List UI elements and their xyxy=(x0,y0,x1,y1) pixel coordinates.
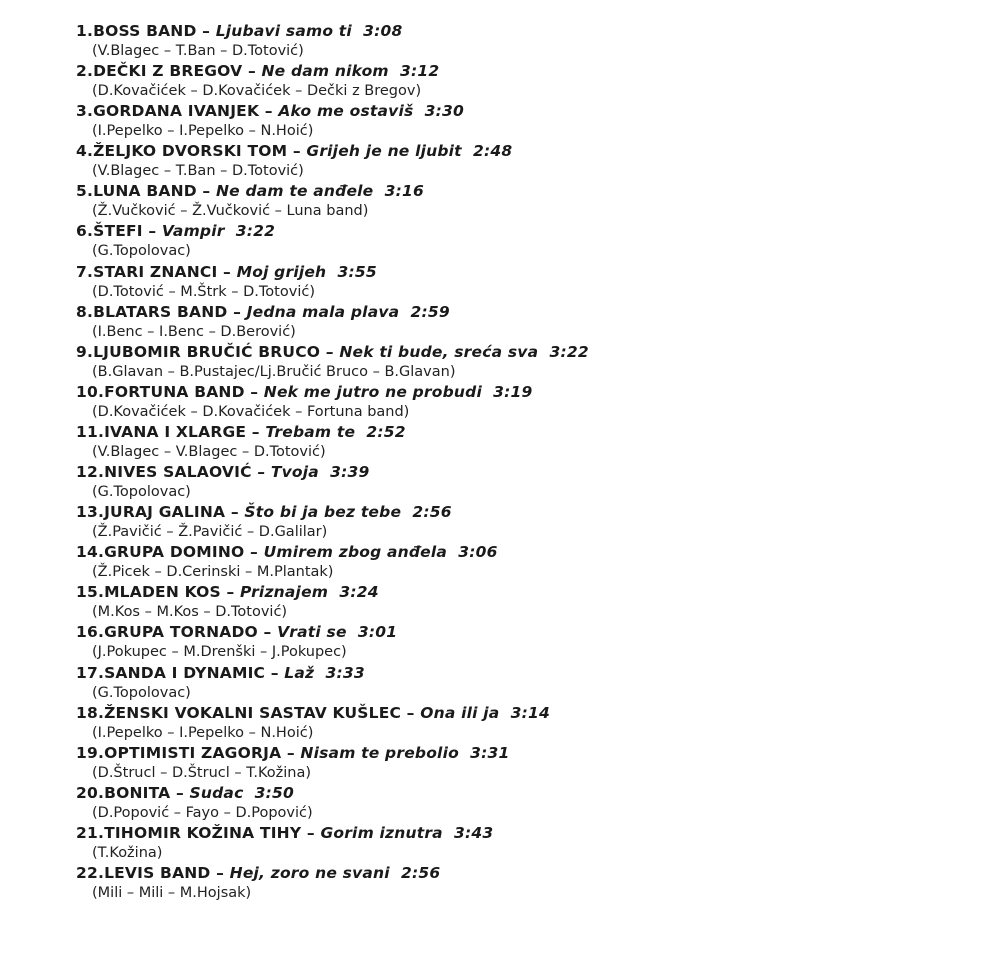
track-number: 18. xyxy=(76,703,105,722)
track-number: 1. xyxy=(76,22,94,40)
track-number: 14. xyxy=(76,543,105,562)
track-credits: (T.Kožina) xyxy=(92,844,163,861)
track-item xyxy=(76,742,976,782)
separator-dash: – xyxy=(244,382,264,401)
track-title: Ona ili ja xyxy=(420,703,500,722)
track-heading xyxy=(76,381,976,403)
track-item xyxy=(76,140,976,180)
track-number: 15. xyxy=(76,583,105,602)
track-item xyxy=(76,662,976,702)
separator-dash: – xyxy=(217,262,237,281)
track-title: Laž xyxy=(284,663,315,682)
track-artist: DEČKI Z BREGOV xyxy=(93,62,243,81)
track-title: Priznajem xyxy=(240,583,329,602)
separator-dash: – xyxy=(257,623,278,642)
track-duration: 3:12 xyxy=(400,62,440,81)
track-number: 8. xyxy=(76,302,94,321)
track-artist: STARI ZNANCI xyxy=(93,262,218,281)
track-duration: 3:01 xyxy=(357,623,398,642)
track-item xyxy=(76,782,976,822)
track-title: Trebam te xyxy=(265,422,356,441)
track-heading xyxy=(76,541,976,563)
track-credits: (V.Blagec – T.Ban – D.Totović) xyxy=(92,163,304,180)
separator-dash: – xyxy=(246,422,266,441)
track-number: 16. xyxy=(76,623,105,642)
track-artist: ŽELJKO DVORSKI TOM xyxy=(93,142,288,161)
spacer xyxy=(443,824,454,842)
track-item xyxy=(76,20,976,60)
track-number: 20. xyxy=(76,783,105,802)
track-heading xyxy=(76,60,976,82)
track-artist: TIHOMIR KOŽINA TIHY xyxy=(104,823,302,842)
track-title: Ljubavi samo ti xyxy=(215,22,352,40)
track-item xyxy=(76,100,976,140)
track-title: Jedna mala plava xyxy=(246,302,400,321)
track-duration: 2:52 xyxy=(366,422,406,441)
track-item xyxy=(76,220,976,260)
track-credits: (Ž.Picek – D.Cerinski – M.Plantak) xyxy=(92,564,334,581)
track-number: 6. xyxy=(76,222,94,241)
track-artist: OPTIMISTI ZAGORJA xyxy=(104,743,282,762)
track-artist: GORDANA IVANJEK xyxy=(93,102,260,121)
track-heading xyxy=(76,461,976,483)
track-heading xyxy=(76,220,976,242)
track-item xyxy=(76,461,976,501)
track-item xyxy=(76,702,976,742)
track-credits: (I.Benc – I.Benc – D.Berović) xyxy=(92,323,296,340)
track-heading xyxy=(76,20,976,42)
track-title: Tvoja xyxy=(270,463,319,482)
track-artist: LJUBOMIR BRUČIĆ BRUCO xyxy=(93,342,321,361)
track-artist: ŠTEFI xyxy=(93,222,143,241)
track-artist: GRUPA TORNADO xyxy=(104,623,258,642)
separator-dash: – xyxy=(301,823,321,842)
track-duration: 3:31 xyxy=(470,743,510,762)
track-item xyxy=(76,862,976,902)
track-credits: (G.Topolovac) xyxy=(92,243,191,260)
track-duration: 3:30 xyxy=(424,102,464,121)
track-credits: (G.Topolovac) xyxy=(92,484,191,501)
track-number: 7. xyxy=(76,262,94,281)
track-title: Vampir xyxy=(161,222,225,241)
track-duration: 3:43 xyxy=(454,823,494,842)
track-artist: BOSS BAND xyxy=(93,22,197,40)
track-number: 9. xyxy=(76,342,94,361)
track-item xyxy=(76,180,976,220)
track-artist: NIVES SALAOVIĆ xyxy=(104,463,252,482)
spacer xyxy=(538,343,549,361)
track-number: 10. xyxy=(76,382,105,401)
track-credits: (D.Kovačićek – D.Kovačićek – Fortuna band) xyxy=(92,403,410,420)
spacer xyxy=(459,744,470,762)
track-duration: 3:50 xyxy=(254,783,295,802)
track-heading xyxy=(76,301,976,323)
spacer xyxy=(399,303,410,321)
separator-dash: – xyxy=(242,62,262,81)
track-item xyxy=(76,501,976,541)
track-item xyxy=(76,822,976,862)
track-duration: 3:19 xyxy=(493,382,533,401)
track-heading xyxy=(76,581,976,603)
track-duration: 2:59 xyxy=(410,302,450,321)
track-duration: 3:14 xyxy=(510,703,550,722)
separator-dash: – xyxy=(196,182,216,201)
spacer xyxy=(352,22,363,40)
track-title: Što bi ja bez tebe xyxy=(244,503,402,522)
separator-dash: – xyxy=(196,22,216,40)
track-heading xyxy=(76,100,976,122)
separator-dash: – xyxy=(265,663,285,682)
track-number: 4. xyxy=(76,142,94,161)
track-title: Nisam te prebolio xyxy=(300,743,459,762)
track-title: Ne dam te anđele xyxy=(215,182,374,201)
track-credits: (D.Štrucl – D.Štrucl – T.Kožina) xyxy=(92,764,312,781)
track-heading xyxy=(76,742,976,764)
track-title: Ako me ostaviš xyxy=(278,102,414,121)
track-number: 13. xyxy=(76,503,105,522)
track-item xyxy=(76,341,976,381)
track-heading xyxy=(76,261,976,283)
track-number: 11. xyxy=(76,422,105,441)
track-item xyxy=(76,541,976,581)
separator-dash: – xyxy=(142,222,162,241)
separator-dash: – xyxy=(281,743,301,762)
track-credits: (I.Pepelko – I.Pepelko – N.Hoić) xyxy=(92,123,314,140)
track-credits: (J.Pokupec – M.Drenški – J.Pokupec) xyxy=(92,644,347,661)
spacer xyxy=(499,704,510,722)
track-heading xyxy=(76,822,976,844)
spacer xyxy=(328,583,339,601)
track-duration: 3:22 xyxy=(235,222,276,241)
track-credits: (G.Topolovac) xyxy=(92,684,191,701)
track-item xyxy=(76,60,976,100)
track-artist: BONITA xyxy=(104,783,171,802)
track-credits: (I.Pepelko – I.Pepelko – N.Hoić) xyxy=(92,724,314,741)
spacer xyxy=(347,623,358,641)
track-item xyxy=(76,421,976,461)
track-item xyxy=(76,621,976,661)
track-number: 5. xyxy=(76,182,94,201)
track-artist: IVANA I XLARGE xyxy=(104,422,247,441)
separator-dash: – xyxy=(287,142,307,161)
spacer xyxy=(401,503,412,521)
track-artist: ŽENSKI VOKALNI SASTAV KUŠLEC xyxy=(104,703,402,722)
track-duration: 3:24 xyxy=(339,583,379,602)
track-title: Ne dam nikom xyxy=(261,62,389,81)
spacer xyxy=(390,864,401,882)
separator-dash: – xyxy=(220,583,240,602)
track-item xyxy=(76,381,976,421)
track-heading xyxy=(76,782,976,804)
track-duration: 3:08 xyxy=(363,22,403,40)
track-credits: (M.Kos – M.Kos – D.Totović) xyxy=(92,604,288,621)
track-heading xyxy=(76,862,976,884)
spacer xyxy=(319,463,330,481)
track-number: 19. xyxy=(76,743,105,762)
separator-dash: – xyxy=(225,503,245,522)
separator-dash: – xyxy=(401,703,421,722)
track-title: Grijeh je ne ljubit xyxy=(306,142,462,161)
track-number: 17. xyxy=(76,663,105,682)
track-artist: JURAJ GALINA xyxy=(104,503,226,522)
separator-dash: – xyxy=(244,543,264,562)
spacer xyxy=(326,263,337,281)
track-credits: (D.Popović – Fayo – D.Popović) xyxy=(92,804,313,821)
track-heading xyxy=(76,662,976,684)
track-duration: 3:33 xyxy=(325,663,365,682)
track-title: Nek ti bude, sreća sva xyxy=(339,342,539,361)
spacer xyxy=(413,102,424,120)
track-number: 3. xyxy=(76,102,94,121)
spacer xyxy=(225,222,236,240)
track-title: Sudac xyxy=(189,783,244,802)
spacer xyxy=(355,423,366,441)
track-duration: 3:16 xyxy=(384,182,424,201)
track-artist: LUNA BAND xyxy=(93,182,197,201)
separator-dash: – xyxy=(210,863,230,882)
track-duration: 2:48 xyxy=(473,142,513,161)
track-title: Nek me jutro ne probudi xyxy=(263,382,482,401)
track-credits: (V.Blagec – T.Ban – D.Totović) xyxy=(92,43,304,59)
track-artist: FORTUNA BAND xyxy=(104,382,245,401)
separator-dash: – xyxy=(320,342,340,361)
track-number: 2. xyxy=(76,62,94,81)
spacer xyxy=(243,784,254,802)
spacer xyxy=(482,383,493,401)
track-credits: (D.Totović – M.Štrk – D.Totović) xyxy=(92,283,315,300)
track-title: Vrati se xyxy=(277,623,347,642)
spacer xyxy=(389,62,400,80)
track-artist: SANDA I DYNAMIC xyxy=(104,663,266,682)
track-credits: (Ž.Pavičić – Ž.Pavičić – D.Galilar) xyxy=(92,524,328,541)
track-heading xyxy=(76,180,976,202)
track-duration: 2:56 xyxy=(412,503,452,522)
track-title: Moj grijeh xyxy=(236,262,327,281)
track-artist: BLATARS BAND xyxy=(93,302,228,321)
track-heading xyxy=(76,140,976,162)
track-title: Hej, zoro ne svani xyxy=(229,863,390,882)
track-credits: (Mili – Mili – M.Hojsak) xyxy=(92,884,252,901)
track-artist: LEVIS BAND xyxy=(104,863,211,882)
track-number: 12. xyxy=(76,463,105,482)
tracklist xyxy=(76,20,976,902)
spacer xyxy=(373,182,384,200)
track-item xyxy=(76,581,976,621)
track-heading xyxy=(76,501,976,523)
track-duration: 3:55 xyxy=(337,262,377,281)
track-duration: 3:06 xyxy=(458,543,498,562)
spacer xyxy=(462,142,473,160)
track-heading xyxy=(76,421,976,443)
separator-dash: – xyxy=(170,783,190,802)
separator-dash: – xyxy=(227,302,247,321)
track-heading xyxy=(76,341,976,363)
track-heading xyxy=(76,702,976,724)
track-credits: (V.Blagec – V.Blagec – D.Totović) xyxy=(92,443,326,460)
track-duration: 3:22 xyxy=(549,342,589,361)
spacer xyxy=(314,664,325,682)
track-credits: (B.Glavan – B.Pustajec/Lj.Bručić Bruco – B.Glavan) xyxy=(92,363,456,380)
track-credits: (Ž.Vučković – Ž.Vučković – Luna band) xyxy=(92,203,369,220)
track-credits: (D.Kovačićek – D.Kovačićek – Dečki z Bregov) xyxy=(92,83,422,100)
track-number: 22. xyxy=(76,863,105,882)
track-heading xyxy=(76,621,976,643)
track-duration: 3:39 xyxy=(330,463,370,482)
track-artist: MLADEN KOS xyxy=(104,583,221,602)
spacer xyxy=(447,543,458,561)
separator-dash: – xyxy=(251,463,271,482)
track-title: Umirem zbog anđela xyxy=(263,543,448,562)
track-item xyxy=(76,301,976,341)
track-item xyxy=(76,261,976,301)
track-duration: 2:56 xyxy=(400,863,441,882)
track-artist: GRUPA DOMINO xyxy=(104,543,245,562)
track-title: Gorim iznutra xyxy=(320,823,443,842)
separator-dash: – xyxy=(259,102,279,121)
track-number: 21. xyxy=(76,823,105,842)
